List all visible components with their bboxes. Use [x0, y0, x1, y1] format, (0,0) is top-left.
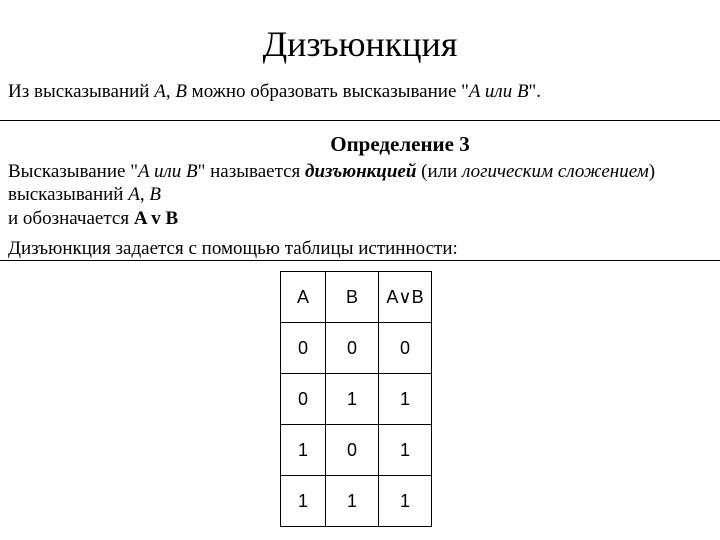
table-cell: 0 — [326, 425, 379, 476]
header-a-or-b: A∨B — [379, 272, 432, 323]
table-row — [281, 323, 432, 374]
table-cell: 1 — [379, 374, 432, 425]
table-cell: 1 — [326, 476, 379, 527]
divider-2 — [0, 260, 720, 261]
table-cell: 0 — [281, 323, 326, 374]
intro-comma: , — [165, 81, 176, 102]
def3-notation: A v B — [133, 208, 179, 229]
def1-alt-term: логическим сложением — [462, 161, 649, 182]
def1-middle: " называется — [197, 161, 306, 182]
table-cell: 0 — [281, 374, 326, 425]
table-row — [281, 425, 432, 476]
def1-phrase: A или B — [137, 161, 198, 182]
def2-comma: , — [139, 184, 150, 205]
table-cell: 1 — [281, 476, 326, 527]
truth-table — [280, 271, 432, 527]
table-cell: 1 — [379, 425, 432, 476]
intro-var-a: A — [154, 81, 166, 102]
table-row — [281, 476, 432, 527]
def2-var-b: B — [149, 184, 161, 205]
table-cell: 1 — [379, 476, 432, 527]
header-a: A — [281, 272, 326, 323]
table-cell: 1 — [326, 374, 379, 425]
def2-var-a: A — [128, 184, 140, 205]
page-title: Дизъюнкция — [262, 24, 458, 64]
table-row — [281, 374, 432, 425]
intro-var-b: B — [175, 81, 187, 102]
def2-before: высказываний — [8, 184, 129, 205]
table-cell: 0 — [326, 323, 379, 374]
intro-middle: можно образовать высказывание " — [186, 81, 469, 102]
table-cell: 1 — [281, 425, 326, 476]
definition-line-2 — [8, 184, 161, 206]
intro-end: ". — [528, 81, 542, 102]
def1-paren-open: (или — [416, 161, 463, 182]
def3-before: и обозначается — [8, 208, 134, 229]
intro-phrase: A или B — [468, 81, 529, 102]
header-b: B — [326, 272, 379, 323]
table-header-row — [281, 272, 432, 323]
divider — [0, 120, 720, 121]
definition-line-3 — [8, 208, 178, 230]
table-intro: Дизъюнкция задается с помощью таблицы истинности: — [8, 238, 458, 259]
def1-paren-close: ) — [648, 161, 656, 182]
table-cell: 0 — [379, 323, 432, 374]
definition-heading: Определение 3 — [330, 132, 470, 156]
intro-before: Из высказываний — [8, 81, 155, 102]
def1-term: дизъюнкцией — [305, 161, 417, 182]
definition-line-1 — [8, 161, 655, 183]
def1-before: Высказывание " — [8, 161, 138, 182]
intro-text — [8, 81, 541, 103]
